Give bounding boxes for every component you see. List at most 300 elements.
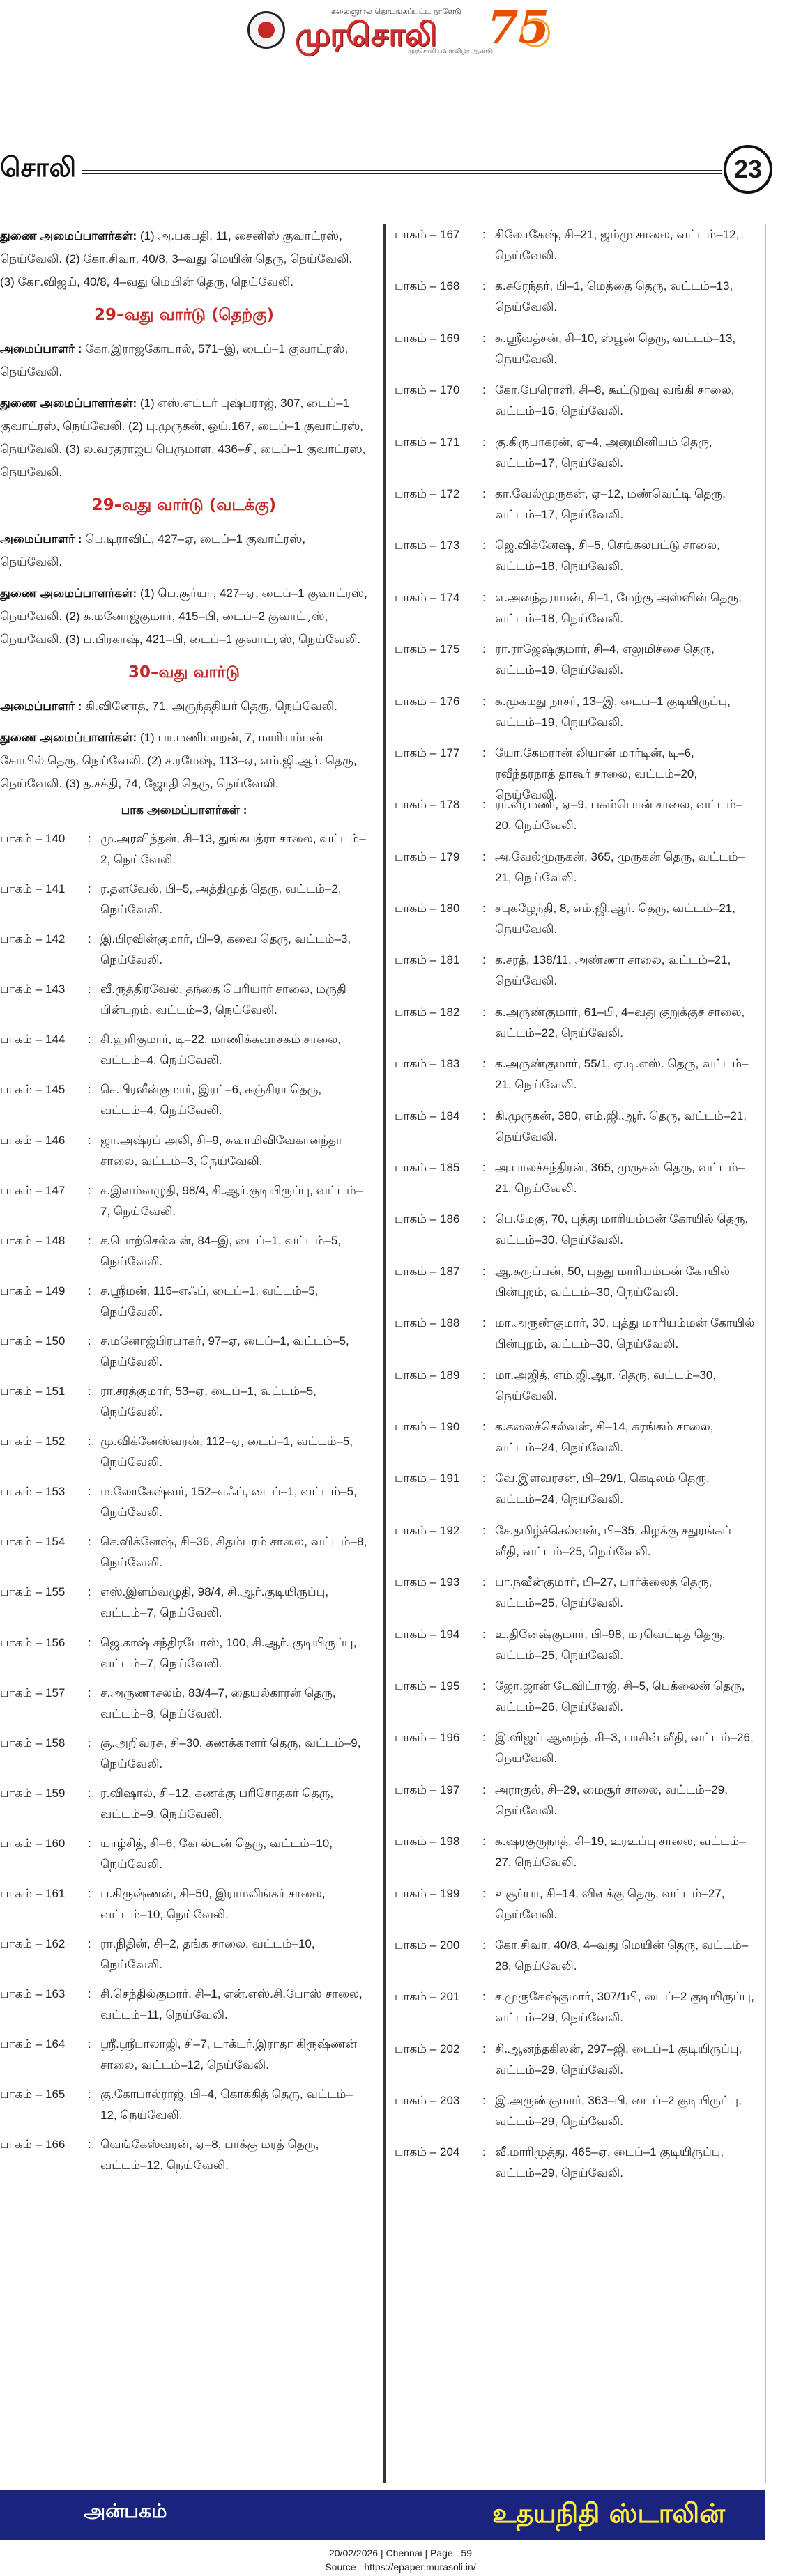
separator: : <box>88 1283 91 1297</box>
booth-entry <box>0 1532 368 1582</box>
footer-source-line: Source : https://epaper.murasoli.in/ <box>325 2561 476 2573</box>
separator: : <box>88 1485 91 1499</box>
separator: : <box>482 486 486 500</box>
booth-organiser-details: ச.பொற்செல்வன், 84–இ, டைப்–1, வட்டம்–5, நெய்வேலி. <box>100 1233 342 1268</box>
separator: : <box>482 642 486 656</box>
booth-entry <box>395 1261 757 1313</box>
right-column <box>395 224 757 2194</box>
booth-number: பாகம் – 164 <box>0 2037 66 2051</box>
booth-number: பாகம் – 190 <box>395 1419 460 1433</box>
separator: : <box>482 746 486 759</box>
booth-number: பாகம் – 162 <box>0 1937 66 1951</box>
separator: : <box>482 1990 486 2004</box>
booth-organiser-details: ச.இளம்வழுதி, 98/4, சி.ஆர்.குடியிருப்பு, வட்டம்–7, நெய்வேலி. <box>100 1183 363 1218</box>
booth-organiser-details: ஆ.கருப்பன், 50, புத்து மாரியம்மன் கோயில் பின்புறம், வட்டம்–30, நெய்வேலி. <box>495 1264 730 1299</box>
booth-entry <box>395 898 757 950</box>
booth-entry <box>395 1417 757 1468</box>
ward30-organiser <box>0 695 368 718</box>
booth-entry <box>0 1331 368 1381</box>
separator: : <box>482 1109 486 1123</box>
booth-organiser-details: மா.அருண்குமார், 30, புத்து மாரியம்மன் கோயில் பின்புறம், வட்டம்–30, நெய்வேலி. <box>495 1316 755 1351</box>
booth-entry <box>0 1733 368 1783</box>
organiser-text: பெ.டிராவிட், 427–ஏ, டைப்–1 குவாட்ரஸ், நெய்வேலி. <box>0 532 306 569</box>
booth-number: பாகம் – 203 <box>395 2094 460 2108</box>
booth-entry <box>395 328 757 380</box>
booth-number: பாகம் – 143 <box>0 982 66 996</box>
booth-entry <box>0 1934 368 1984</box>
booth-organiser-details: க.சரத், 138/11, அண்ணா சாலை, வட்டம்–21, நெய்வேலி. <box>495 953 731 988</box>
booth-entry <box>0 1683 368 1733</box>
intro-paragraph <box>0 224 368 293</box>
booth-organisers-subhead: பாக அமைப்பாளர்கள் : <box>121 803 247 817</box>
booth-number: பாகம் – 201 <box>395 1990 460 2004</box>
organiser-text: கி.வினோத், 71, அருந்ததியர் தெரு, நெய்வேலி. <box>82 700 337 713</box>
booth-entry <box>0 879 368 929</box>
booth-number: பாகம் – 160 <box>0 1836 66 1850</box>
separator: : <box>88 1435 91 1449</box>
booth-entry <box>395 743 757 801</box>
booth-entry <box>395 1676 757 1727</box>
booth-entry <box>395 535 757 587</box>
booth-number: பாகம் – 151 <box>0 1385 66 1398</box>
separator: : <box>88 932 91 946</box>
booth-organiser-details: கு.கிருபாகரன், ஏ–4, அனுமினியம் தெரு, வட்டம்–17, நெய்வேலி. <box>495 435 712 470</box>
separator: : <box>88 882 91 896</box>
booth-number: பாகம் – 159 <box>0 1786 66 1800</box>
booth-organiser-details: ஜெ.காஷ் சந்திரபோஸ், 100, சி.ஆர். குடியிருப்பு, வட்டம்–7, நெய்வேலி. <box>100 1635 357 1670</box>
ward29-south-heading: 29–வது வார்டு (தெற்கு) <box>94 306 274 324</box>
booth-organiser-details: அ.பாலச்சந்திரன், 365, முருகன் தெரு, வட்டம்–21, நெய்வேலி. <box>495 1161 745 1196</box>
booth-entry <box>395 224 757 276</box>
booth-entry <box>0 1633 368 1683</box>
booth-entry <box>0 1130 368 1180</box>
booth-number: பாகம் – 148 <box>0 1233 66 1247</box>
booth-organiser-details: ர.தனவேல், பி–5, அத்திமுத் தெரு, வட்டம்–2, நெய்வேலி. <box>100 882 342 917</box>
separator: : <box>482 539 486 553</box>
booth-organiser-details: வீ.மாரிமுத்து, 465–ஏ, டைப்–1 குடியிருப்பு, வட்டம்–29, நெய்வேலி. <box>495 2145 724 2180</box>
booth-organiser-details: சி.செந்தில்குமார், சி–1, என்.எஸ்.சி.போஸ் சாலை, வட்டம்–11, நெய்வேலி. <box>100 1987 363 2022</box>
booth-number: பாகம் – 195 <box>395 1679 460 1692</box>
separator: : <box>482 1523 486 1537</box>
booth-number: பாகம் – 184 <box>395 1109 460 1123</box>
booth-organiser-details: கி.முருகன், 380, எம்.ஜி.ஆர். தெரு, வட்டம்–21, நெய்வேலி. <box>495 1109 747 1143</box>
booth-number: பாகம் – 193 <box>395 1575 460 1589</box>
booth-number: பாகம் – 189 <box>395 1368 460 1382</box>
booth-organiser-details: க.சுரேந்தர், பி–1, மெத்தை தெரு, வட்டம்–13, நெய்வேலி. <box>495 279 733 314</box>
advert-left-text: அன்பகம் <box>84 2499 167 2522</box>
booth-organiser-details: ரா.சரத்குமார், 53–ஏ, டைப்–1, வட்டம்–5, நெய்வேலி. <box>100 1385 316 1419</box>
booth-organiser-details: பா.நவீன்குமார், பி–27, பார்க்லைத் தெரு, வட்டம்–25, நெய்வேலி. <box>495 1575 712 1610</box>
separator: : <box>482 1627 486 1641</box>
booth-organiser-details: ர.விஷால், சி–12, கணக்கு பரிசோதகர் தெரு, வட்டம்–9, நெய்வேலி. <box>100 1786 334 1821</box>
booth-number: பாகம் – 147 <box>0 1183 66 1197</box>
booth-entry <box>0 1431 368 1481</box>
separator: : <box>482 1161 486 1175</box>
booth-number: பாகம் – 183 <box>395 1057 460 1071</box>
booth-number: பாகம் – 144 <box>0 1033 66 1047</box>
booth-entry <box>0 1381 368 1431</box>
booth-number: பாகம் – 158 <box>0 1736 66 1750</box>
booth-organiser-details: ஜா.அஷ்ரப் அலி, சி–9, சுவாமிவிவேகானந்தா சாலை, வட்டம்–3, நெய்வேலி. <box>100 1133 342 1168</box>
booth-number: பாகம் – 175 <box>395 642 460 656</box>
booth-entry <box>395 1935 757 1987</box>
ward29-north-organiser <box>0 527 368 573</box>
booth-organiser-details: ஸ்ரீ.ஸ்ரீபாலாஜி, சி–7, டாக்டர்.இராதா கிருஷ்ணன் சாலை, வட்டம்–12, நெய்வேலி. <box>100 2037 357 2072</box>
booth-organiser-details: ம.லோகேஷ்வர், 152–எஃப், டைப்–1, வட்டம்–5, நெய்வேலி. <box>100 1485 357 1520</box>
booth-organiser-details: யாழ்சித், சி–6, கோல்டன் தெரு, வட்டம்–10, நெய்வேலி. <box>100 1836 333 1871</box>
left-column <box>0 224 374 2185</box>
masthead-tagline: கலைஞரால் தொடங்கப்பட்ட நாளேடு <box>331 7 462 16</box>
separator: : <box>482 1782 486 1796</box>
booth-number: பாகம் – 155 <box>0 1585 66 1599</box>
booth-organiser-details: இ.விஜய் ஆனந்த், சி–3, பாசிவ் வீதி, வட்டம்–26, நெய்வேலி. <box>495 1731 754 1766</box>
booth-number: பாகம் – 179 <box>395 849 460 863</box>
organiser-label: அமைப்பாளர் : <box>0 532 82 546</box>
booth-organiser-details: செ.பிரவீன்குமார், இரட்–6, கஞ்சிரா தெரு, வட்டம்–4, நெய்வேலி. <box>100 1083 322 1118</box>
ward29-south-deputies <box>0 392 368 484</box>
separator: : <box>88 1635 91 1649</box>
separator: : <box>482 1938 486 1952</box>
deputy-label: துணை அமைப்பாளர்கள்: <box>0 587 137 600</box>
booth-organiser-details: பெ.மேகு, 70, புத்து மாரியம்மன் கோயில் தெரு, வட்டம்–30, நெய்வேலி. <box>495 1212 749 1247</box>
booth-organiser-details: ச.அருணாசலம், 83/4–7, தையல்காரன் தெரு, வட்டம்–8, நெய்வேலி. <box>100 1686 336 1720</box>
anniversary-number: 75 <box>487 1 550 54</box>
booth-organiser-details: கு.கோபால்ராஜ், பி–4, கொக்கித் தெரு, வட்டம்–12, நெய்வேலி. <box>100 2088 353 2122</box>
masthead <box>0 0 801 57</box>
booth-entry <box>395 1468 757 1520</box>
booth-entry <box>395 484 757 535</box>
separator: : <box>482 1368 486 1382</box>
booth-organiser-details: எஸ்.இளம்வழுதி, 98/4, சி.ஆர்.குடியிருப்பு, வட்டம்–7, நெய்வேலி. <box>100 1585 329 1620</box>
booth-number: பாகம் – 166 <box>0 2138 66 2152</box>
separator: : <box>88 1233 91 1247</box>
separator: : <box>482 1835 486 1849</box>
booth-entry <box>0 1079 368 1129</box>
booth-number: பாகம் – 185 <box>395 1161 460 1175</box>
deputy-label: துணை அமைப்பாளர்கள்: <box>0 731 137 744</box>
booth-entry <box>395 1572 757 1624</box>
booth-organiser-details: க.அருண்குமார், 61–பி, 4–வது குறுக்குச் சாலை, வட்டம்–22, நெய்வேலி. <box>495 1005 745 1040</box>
masthead-title: முரசொலி <box>295 15 436 53</box>
advert-right-text: உதயநிதி ஸ்டாலின் <box>492 2498 726 2529</box>
booth-number: பாகம் – 146 <box>0 1133 66 1147</box>
booth-organiser-details: சி.ஆனந்தகிலன், 297–ஜி, டைப்–1 குடியிருப்பு, வட்டம்–29, நெய்வேலி. <box>495 2042 742 2076</box>
booth-number: பாகம் – 145 <box>0 1083 66 1097</box>
masthead-subtitle: முரசொலி பவளவிழா ஆண்டு <box>408 47 493 54</box>
booth-entry <box>0 1984 368 2034</box>
separator: : <box>88 1133 91 1147</box>
separator: : <box>88 2138 91 2152</box>
booth-organiser-details: சி.ஹரிகுமார், டி–22, மாணிக்கவாசகம் சாலை, வட்டம்–4, நெய்வேலி. <box>100 1033 341 1067</box>
booth-number: பாகம் – 173 <box>395 539 460 553</box>
booth-organiser-details: ஜோ.ஜான் டேவிட்ராஜ், சி–5, பெக்லைன் தெரு, வட்டம்–26, நெய்வேலி. <box>495 1679 745 1713</box>
page-number-badge: 23 <box>724 145 772 194</box>
booth-organiser-details: க.முகமது நாசர், 13–இ, டைப்–1 குடியிருப்பு, வட்டம்–19, நெய்வேலி. <box>495 694 731 729</box>
booth-number: பாகம் – 165 <box>0 2088 66 2101</box>
booth-organiser-details: சு.ஸ்ரீவத்சன், சி–10, ஸ்பூன் தெரு, வட்டம்–13, நெய்வேலி. <box>495 331 736 366</box>
party-emblem-icon <box>247 11 285 49</box>
right-booth-list <box>395 224 757 2194</box>
masthead-logo-group <box>247 1 568 54</box>
booth-entry <box>395 1209 757 1260</box>
booth-organiser-details: செ.விக்னேஷ், சி–36, சிதம்பரம் சாலை, வட்டம்–8, நெய்வேலி. <box>100 1535 367 1570</box>
separator: : <box>88 2037 91 2051</box>
booth-entry <box>395 1365 757 1417</box>
booth-entry <box>0 2084 368 2134</box>
booth-entry <box>0 2034 368 2084</box>
booth-number: பாகம் – 153 <box>0 1485 66 1499</box>
booth-number: பாகம் – 194 <box>395 1627 460 1641</box>
booth-number: பாகம் – 169 <box>395 331 460 345</box>
booth-number: பாகம் – 188 <box>395 1316 460 1330</box>
separator: : <box>88 1836 91 1850</box>
section-rule <box>82 170 722 174</box>
separator: : <box>88 1937 91 1951</box>
booth-number: பாகம் – 172 <box>395 486 460 500</box>
booth-number: பாகம் – 204 <box>395 2145 460 2159</box>
booth-organiser-details: இ.பிரவின்குமார், பி–9, கவை தெரு, வட்டம்–3, நெய்வேலி. <box>100 932 351 967</box>
booth-entry <box>395 1624 757 1676</box>
booth-entry <box>395 691 757 743</box>
booth-entry <box>0 1231 368 1281</box>
booth-entry <box>395 1780 757 1831</box>
booth-organiser-details: அ.வேல்முருகன், 365, முருகன் தெரு, வட்டம்–21, நெய்வேலி. <box>495 849 745 884</box>
separator: : <box>482 1575 486 1589</box>
separator: : <box>482 1057 486 1071</box>
booth-number: பாகம் – 176 <box>395 694 460 708</box>
booth-entry <box>395 639 757 691</box>
booth-organiser-details: உசூர்யா, சி–14, விளக்கு தெரு, வட்டம்–27, நெய்வேலி. <box>495 1886 725 1921</box>
booth-organiser-details: சே.தமிழ்ச்செல்வன், பி–35, கிழக்கு சதுரங்கப் வீதி, வட்டம்–25, நெய்வேலி. <box>495 1523 731 1558</box>
booth-organiser-details: யோ.கேமரான் லியான் மார்டின், டி–6, ரவீந்தரநாத் தாகூர் சாலை, வட்டம்–20, நெய்வேலி. <box>495 746 698 801</box>
separator: : <box>88 1786 91 1800</box>
separator: : <box>482 1212 486 1226</box>
separator: : <box>88 1183 91 1197</box>
separator: : <box>482 1472 486 1486</box>
separator: : <box>88 1585 91 1599</box>
booth-organiser-details: வீ.ருத்திரவேல், தந்தை பெரியார் சாலை, மருதி பின்புறம், வட்டம்–3, நெய்வேலி. <box>100 982 346 1017</box>
page-edge-rule <box>765 224 766 2483</box>
separator: : <box>482 590 486 604</box>
booth-number: பாகம் – 161 <box>0 1886 66 1900</box>
booth-entry <box>0 1481 368 1532</box>
booth-entry <box>395 1157 757 1209</box>
booth-entry <box>0 1883 368 1934</box>
separator: : <box>88 832 91 845</box>
anniversary-logo <box>485 1 563 54</box>
booth-organiser-details: க.கலைச்செல்வன், சி–14, சுரங்கம் சாலை, வட்டம்–24, நெய்வேலி. <box>495 1419 714 1454</box>
booth-number: பாகம் – 186 <box>395 1212 460 1226</box>
booth-entry <box>0 979 368 1029</box>
booth-entry <box>395 1313 757 1364</box>
booth-organiser-details: சிலோகேஷ், சி–21, ஜம்மு சாலை, வட்டம்–12, நெய்வேலி. <box>495 228 740 262</box>
booth-organiser-details: ரா.ராஜேஷ்குமார், சி–4, எலுமிச்சை தெரு, வட்டம்–19, நெய்வேலி. <box>495 642 715 677</box>
booth-number: பாகம் – 163 <box>0 1987 66 2001</box>
booth-number: பாகம் – 150 <box>0 1334 66 1348</box>
separator: : <box>482 1679 486 1692</box>
separator: : <box>88 1083 91 1097</box>
booth-entry <box>395 2142 757 2193</box>
booth-number: பாகம் – 152 <box>0 1435 66 1449</box>
booth-number: பாகம் – 200 <box>395 1938 460 1952</box>
separator: : <box>482 331 486 345</box>
booth-entry <box>395 587 757 639</box>
separator: : <box>482 1316 486 1330</box>
booth-organiser-details: கோ.பேரொளி, சி–8, கூட்டுறவு வங்கி சாலை, வட்டம்–16, நெய்வேலி. <box>495 383 735 418</box>
booth-number: பாகம் – 171 <box>395 435 460 449</box>
separator: : <box>88 2088 91 2101</box>
booth-organiser-details: எ.அனந்தராமன், சி–1, மேற்கு அஸ்வின் தெரு, வட்டம்–18, நெய்வேலி. <box>495 590 742 625</box>
booth-number: பாகம் – 154 <box>0 1535 66 1549</box>
booth-organiser-details: ச.ஸ்ரீமன், 116–எஃப், டைப்–1, வட்டம்–5, நெய்வேலி. <box>100 1283 319 1318</box>
booth-organiser-details: ப.கிருஷ்ணன், சி–50, இராமலிங்கர் சாலை, வட்டம்–10, நெய்வேலி. <box>100 1886 326 1921</box>
booth-entry <box>395 1106 757 1157</box>
booth-number: பாகம் – 167 <box>395 228 460 241</box>
section-band <box>0 145 801 191</box>
booth-number: பாகம் – 199 <box>395 1886 460 1900</box>
booth-number: பாகம் – 202 <box>395 2042 460 2056</box>
separator: : <box>88 1033 91 1047</box>
booth-entry <box>395 950 757 1001</box>
booth-entry <box>395 794 757 846</box>
separator: : <box>88 1886 91 1900</box>
booth-number: பாகம் – 198 <box>395 1835 460 1849</box>
booth-number: பாகம் – 149 <box>0 1283 66 1297</box>
booth-number: பாகம் – 156 <box>0 1635 66 1649</box>
booth-number: பாகம் – 192 <box>395 1523 460 1537</box>
deputy-label: துணை அமைப்பாளர்கள்: <box>0 396 137 410</box>
booth-entry <box>0 929 368 979</box>
booth-entry <box>395 432 757 484</box>
booth-entry <box>0 828 368 879</box>
booth-number: பாகம் – 141 <box>0 882 66 896</box>
booth-organiser-details: க.அருண்குமார், 55/1, ஏ.டி.எஸ். தெரு, வட்டம்–21, நெய்வேலி. <box>495 1057 749 1092</box>
ward29-north-deputies <box>0 582 368 651</box>
separator: : <box>482 1419 486 1433</box>
booth-number: பாகம் – 182 <box>395 1005 460 1019</box>
booth-organiser-details: ஜெ.விக்னேஷ், சி–5, செங்கல்பட்டு சாலை, வட்டம்–18, நெய்வேலி. <box>495 539 720 573</box>
booth-entry <box>395 1520 757 1572</box>
column-divider <box>383 224 386 2483</box>
booth-organiser-details: கா.வேல்முருகன், ஏ–12, மண்வெட்டி தெரு, வட்டம்–17, நெய்வேலி. <box>495 486 726 521</box>
booth-number: பாகம் – 180 <box>395 902 460 916</box>
separator: : <box>482 798 486 812</box>
separator: : <box>482 694 486 708</box>
organiser-label: அமைப்பாளர் : <box>0 342 82 355</box>
organiser-label: அமைப்பாளர் : <box>0 700 82 713</box>
booth-organiser-details: ச.மனோஜ்பிரபாகர், 97–ஏ, டைப்–1, வட்டம்–5, நெய்வேலி. <box>100 1334 349 1368</box>
booth-number: பாகம் – 140 <box>0 832 66 845</box>
booth-entry <box>395 2039 757 2090</box>
booth-organiser-details: சபுகழேந்தி, 8, எம்.ஜி.ஆர். தெரு, வட்டம்–21, நெய்வேலி. <box>495 902 735 936</box>
booth-number: பாகம் – 191 <box>395 1472 460 1486</box>
separator: : <box>88 982 91 996</box>
separator: : <box>482 1886 486 1900</box>
separator: : <box>482 849 486 863</box>
booth-entry <box>395 1831 757 1883</box>
separator: : <box>482 1264 486 1278</box>
deputy-text: (1) பெ.சூர்யா, 427–ஏ, டைப்–1 குவாட்ரஸ், நெய்வேலி. (2) க.மனோஜ்குமார், 415–பி, டைப்–2 குவாட்ரஸ், நெய்வேலி. (3) ப.பிரகாஷ், 421–பி, டைப்–1 குவாட்ரஸ், நெய்வேலி. <box>0 587 367 646</box>
booth-number: பாகம் – 178 <box>395 798 460 812</box>
separator: : <box>482 2042 486 2056</box>
booth-entry <box>395 847 757 898</box>
booth-organiser-details: மு.விக்னேஸ்வரன், 112–ஏ, டைப்–1, வட்டம்–5, நெய்வேலி. <box>100 1435 353 1470</box>
booth-organiser-details: அராகுல், சி–29, மைசூர் சாலை, வட்டம்–29, நெய்வேலி. <box>495 1782 728 1817</box>
footer-date-line: 20/02/2026 | Chennai | Page : 59 <box>329 2547 472 2559</box>
booth-entry <box>0 1582 368 1632</box>
booth-organiser-details: கோ.சிவா, 40/8, 4–வது மெயின் தெரு, வட்டம்–28, நெய்வேலி. <box>495 1938 749 1973</box>
booth-organiser-details: ரா.நிதின், சி–2, தங்க சாலை, வட்டம்–10, நெய்வேலி. <box>100 1937 315 1972</box>
intro-text: (1) அ.பகபதி, 11, சைனிஸ் குவாட்ரஸ், நெய்வேலி. (2) கோ.சிவா, 40/8, 3–வது மெயின் தெரு, நெய்வேலி. (3) கோ.விஜய், 40/8, 4–வது மெயின் தெரு, நெய்வேலி. <box>0 229 353 288</box>
booth-organiser-details: இ.அருண்குமார், 363–பி, டைப்–2 குடியிருப்பு, வட்டம்–29, நெய்வேலி. <box>495 2094 742 2129</box>
separator: : <box>482 435 486 449</box>
booth-number: பாகம் – 168 <box>395 279 460 293</box>
booth-number: பாகம் – 196 <box>395 1731 460 1745</box>
booth-entry <box>0 2134 368 2184</box>
booth-organiser-details: சூ.அறிவரசு, சி–30, கணக்காளர் தெரு, வட்டம்–9, நெய்வேலி. <box>100 1736 361 1771</box>
separator: : <box>88 1686 91 1699</box>
booth-number: பாகம் – 177 <box>395 746 460 759</box>
booth-organiser-details: ச.முருகேஷ்குமார், 307/1பி, டைப்–2 குடியிருப்பு, வட்டம்–29, நெய்வேலி. <box>495 1990 754 2025</box>
booth-organiser-details: வே.இளவரசன், பி–29/1, கெடிலம் தெரு, வட்டம்–24, நெய்வேலி. <box>495 1472 710 1506</box>
deputy-text: (1) எஸ்.எட்டர் புஷ்பராஜ், 307, டைப்–1 குவாட்ரஸ், நெய்வேலி. (2) பு.முருகன், ஓய்.167, டைப்–1 குவாட்ரஸ், நெய்வேலி. (3) ல.வரதராஜப் பெருமாள், 436–சி, டைப்–1 குவாட்ரஸ், நெய்வேலி. <box>0 396 366 479</box>
booth-number: பாகம் – 181 <box>395 953 460 967</box>
separator: : <box>482 1005 486 1019</box>
separator: : <box>88 1334 91 1348</box>
page-footer <box>0 2543 801 2576</box>
booth-organiser-details: வெங்கேஸ்வரன், ஏ–8, பாக்கு மரத் தெரு, வட்டம்–12, நெய்வேலி. <box>100 2138 319 2173</box>
booth-entry <box>0 1180 368 1231</box>
booth-entry <box>0 1029 368 1079</box>
booth-number: பாகம் – 157 <box>0 1686 66 1699</box>
booth-entry <box>395 1002 757 1054</box>
booth-entry <box>0 1783 368 1833</box>
ward30-heading: 30–வது வார்டு <box>128 663 241 681</box>
ward30-deputies <box>0 726 368 795</box>
separator: : <box>482 1731 486 1745</box>
separator: : <box>482 2145 486 2159</box>
separator: : <box>482 383 486 397</box>
booth-number: பாகம் – 142 <box>0 932 66 946</box>
intro-label: துணை அமைப்பாளர்கள்: <box>0 229 137 242</box>
left-booth-list <box>0 828 368 2185</box>
separator: : <box>88 1535 91 1549</box>
booth-entry <box>395 1054 757 1105</box>
deputy-text: (1) பா.மணிமாறன், 7, மாரியம்மன் கோயில் தெரு, நெய்வேலி. (2) ச.ரமேஷ், 113–ஏ, எம்.ஜி.ஆர். தெரு, நெய்வேலி. (3) த.சக்தி, 74, ஜோதி தெரு, நெய்வேலி. <box>0 731 357 790</box>
separator: : <box>482 953 486 967</box>
booth-entry <box>395 276 757 327</box>
booth-organiser-details: மு.அரவிந்தன், சி–13, துங்கபத்ரா சாலை, வட்டம்–2, நெய்வேலி. <box>100 832 366 866</box>
booth-organiser-details: ரா.வீரமணி, ஏ–9, பசும்பொன் சாலை, வட்டம்–20, நெய்வேலி. <box>495 798 743 833</box>
separator: : <box>482 2094 486 2108</box>
separator: : <box>88 1385 91 1398</box>
booth-entry <box>0 1833 368 1883</box>
section-title: சொலி <box>0 152 77 183</box>
ward29-north-heading: 29–வது வார்டு (வடக்கு) <box>91 496 277 514</box>
booth-organiser-details: உ.தினேஷ்குமார், பி–98, மரவெட்டித் தெரு, வட்டம்–25, நெய்வேலி. <box>495 1627 726 1662</box>
booth-number: பாகம் – 197 <box>395 1782 460 1796</box>
booth-entry <box>395 380 757 431</box>
booth-entry <box>395 1987 757 2038</box>
ward29-south-organiser <box>0 337 368 383</box>
separator: : <box>482 228 486 241</box>
booth-entry <box>0 1281 368 1331</box>
booth-number: பாகம் – 187 <box>395 1264 460 1278</box>
advert-banner <box>0 2490 765 2540</box>
booth-entry <box>395 2090 757 2142</box>
separator: : <box>482 902 486 916</box>
booth-entry <box>395 1727 757 1779</box>
